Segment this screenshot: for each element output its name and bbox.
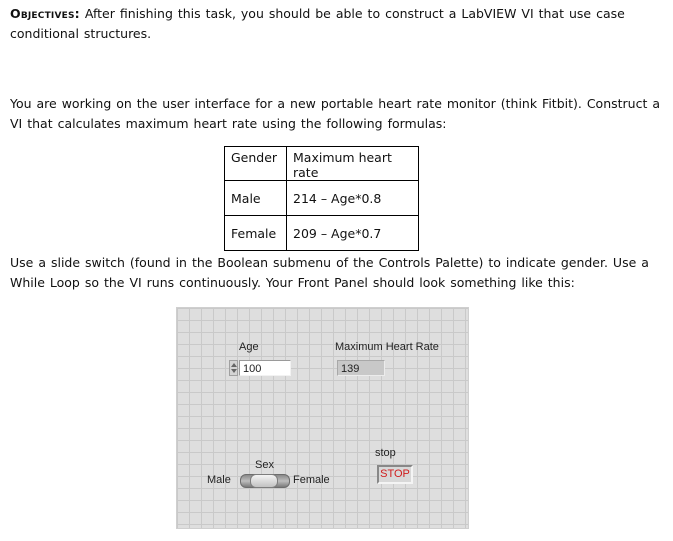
decrement-arrow-icon[interactable] bbox=[231, 369, 237, 373]
increment-arrow-icon[interactable] bbox=[231, 363, 237, 367]
gender-cell: Female bbox=[225, 216, 287, 251]
max-heart-rate-label: Maximum Heart Rate bbox=[335, 341, 439, 353]
formula-cell: 209 – Age*0.7 bbox=[287, 216, 419, 251]
table-row bbox=[225, 216, 419, 251]
objectives-heading: Objectives: bbox=[10, 6, 80, 21]
stop-button[interactable]: STOP bbox=[377, 465, 413, 484]
slide-switch-knob[interactable] bbox=[250, 474, 278, 488]
formula-table bbox=[224, 146, 419, 251]
intro-paragraph: You are working on the user interface for a new portable heart rate monitor (think Fitbit). Construct a VI that calculates maximum heart rate using the following formulas: bbox=[10, 96, 661, 131]
front-panel bbox=[176, 307, 469, 529]
female-label: Female bbox=[293, 474, 330, 486]
max-heart-rate-indicator: 139 bbox=[337, 360, 385, 376]
header-gender: Gender bbox=[225, 147, 287, 181]
sex-label: Sex bbox=[255, 459, 274, 471]
objectives-paragraph bbox=[10, 4, 660, 44]
formula-table-header bbox=[225, 147, 419, 181]
table-row bbox=[225, 181, 419, 216]
formula-cell: 214 – Age*0.8 bbox=[287, 181, 419, 216]
objectives-text: After finishing this task, you should be able to construct a LabVIEW VI that use case conditional structures. bbox=[10, 6, 625, 41]
age-increment-decrement-icon[interactable] bbox=[229, 360, 238, 376]
age-input[interactable]: 100 bbox=[239, 360, 291, 376]
stop-label: stop bbox=[375, 447, 396, 459]
male-label: Male bbox=[207, 474, 231, 486]
gender-cell: Male bbox=[225, 181, 287, 216]
instructions-paragraph: Use a slide switch (found in the Boolean submenu of the Controls Palette) to indicate gender. Use a While Loop so the VI runs continuously. Your Front Panel should look something like this: bbox=[10, 255, 649, 290]
age-label: Age bbox=[239, 341, 259, 353]
sex-slide-switch[interactable] bbox=[240, 474, 290, 488]
header-max-heart-rate: Maximum heart rate bbox=[287, 147, 419, 181]
